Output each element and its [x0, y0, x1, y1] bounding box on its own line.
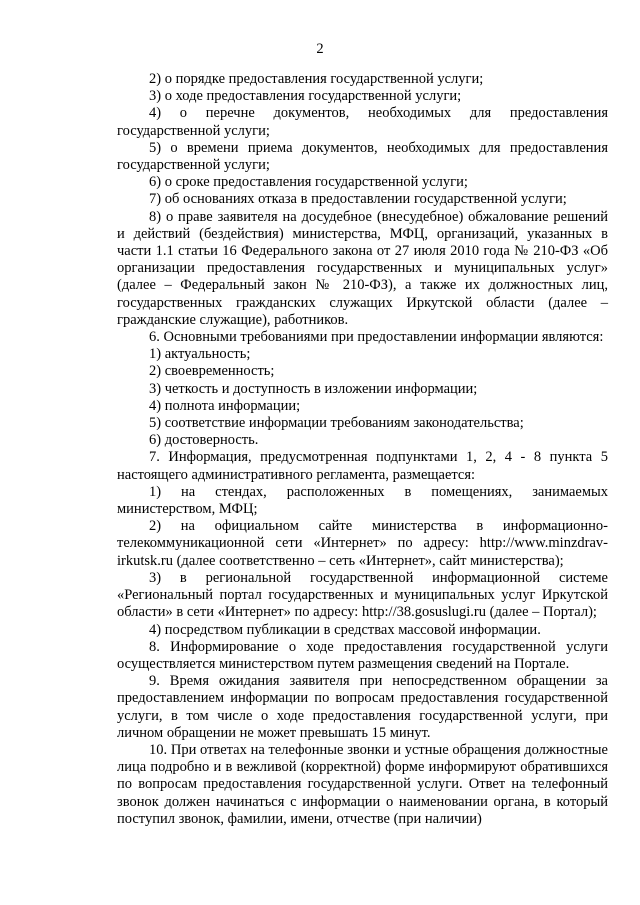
paragraph: 1) на стендах, расположенных в помещениях, занимаемых министерством, МФЦ;	[117, 483, 608, 518]
paragraph: 7. Информация, предусмотренная подпунктами 1, 2, 4 - 8 пункта 5 настоящего административного регламента, размещается:	[117, 449, 608, 483]
paragraph: 2) на официальном сайте министерства в информационно-телекоммуникационной сети «Интернет» по адресу: http://www.minzdrav-irkutsk.ru (далее соответственно – сеть «Интернет», сайт министерства);	[117, 518, 608, 569]
paragraph: 4) посредством публикации в средствах массовой информации.	[149, 621, 541, 638]
paragraph: 1) актуальность;	[149, 346, 251, 363]
paragraph: 3) в региональной государственной информационной системе «Региональный портал государственных и муниципальных услуг Иркутской области» в сети «Интернет» по адресу: http://38.gosuslugi.ru (далее – Портал);	[117, 569, 608, 621]
paragraph: 9. Время ожидания заявителя при непосредственном обращении за предоставлением информации по вопросам предоставления государственной услуги, в том числе о ходе предоставления государственной услуги, при личном обращении не может превышать 15 минут.	[117, 673, 608, 741]
document-body	[117, 71, 608, 828]
paragraph: 4) полнота информации;	[149, 397, 301, 414]
paragraph: 6) о сроке предоставления государственной услуги;	[149, 174, 468, 191]
paragraph: 6. Основными требованиями при предоставлении информации являются:	[149, 329, 604, 346]
paragraph: 8. Информирование о ходе предоставления государственной услуги осуществляется министерством путем размещения сведений на Портале.	[117, 638, 608, 672]
paragraph: 5) соответствие информации требованиям законодательства;	[149, 415, 524, 432]
paragraph: 5) о времени приема документов, необходимых для предоставления государственной услуги;	[117, 139, 608, 174]
paragraph: 10. При ответах на телефонные звонки и устные обращения должностные лица подробно и в вежливой (корректной) форме информируют обратившихся по вопросам предоставления государственной услуги. Ответ на телефонный звонок должен начинаться с информации о наименовании органа, в который поступил звонок, фамилии, имени, отчестве (при наличии)	[117, 741, 608, 827]
paragraph: 2) своевременность;	[149, 363, 275, 380]
paragraph: 2) о порядке предоставления государственной услуги;	[149, 71, 484, 87]
paragraph: 8) о праве заявителя на досудебное (внесудебное) обжалование решений и действий (бездействия) министерства, МФЦ, организаций, указанных в части 1.1 статьи 16 Федерального закона от 27 июля 2010 года № 210-ФЗ «Об организации предоставления государственных и муниципальных услуг» (далее – Федеральный закон № 210-ФЗ), а также их должностных лиц, государственных гражданских служащих Иркутской области (далее – гражданские служащие), работников.	[117, 208, 608, 328]
paragraph: 6) достоверность.	[149, 432, 259, 449]
page-number: 2	[316, 41, 324, 57]
paragraph: 3) о ходе предоставления государственной услуги;	[149, 88, 462, 105]
paragraph: 7) об основаниях отказа в предоставлении государственной услуги;	[149, 191, 567, 208]
paragraph: 4) о перечне документов, необходимых для предоставления государственной услуги;	[117, 105, 608, 139]
paragraph: 3) четкость и доступность в изложении информации;	[149, 380, 478, 397]
